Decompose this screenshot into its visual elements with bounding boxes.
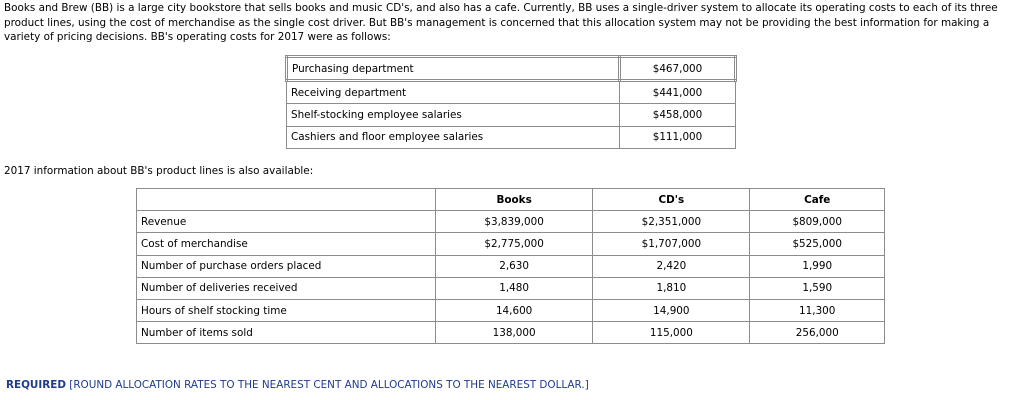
table-row (287, 126, 736, 148)
row-label: Number of items sold (137, 322, 436, 344)
books-value: 1,480 (436, 277, 593, 299)
cost-label: Shelf-stocking employee salaries (287, 104, 620, 126)
cds-value: 115,000 (593, 322, 750, 344)
table-row (137, 233, 885, 255)
cost-amount: $441,000 (620, 81, 736, 104)
cafe-value: 256,000 (750, 322, 885, 344)
operating-costs-table (285, 55, 737, 149)
table-row (137, 255, 885, 277)
row-label: Hours of shelf stocking time (137, 299, 436, 321)
product-info-intro: 2017 information about BB's product lines is also available: (4, 165, 314, 177)
cafe-value: 11,300 (750, 299, 885, 321)
column-header-books: Books (436, 189, 593, 211)
row-label: Cost of merchandise (137, 233, 436, 255)
table-row (287, 104, 736, 126)
row-label: Number of purchase orders placed (137, 255, 436, 277)
books-value: $3,839,000 (436, 211, 593, 233)
books-value: $2,775,000 (436, 233, 593, 255)
cost-label: Purchasing department (287, 57, 620, 81)
required-text: [ROUND ALLOCATION RATES TO THE NEAREST CENT AND ALLOCATIONS TO THE NEAREST DOLLAR.] (65, 379, 589, 391)
cds-value: 14,900 (593, 299, 750, 321)
row-label: Revenue (137, 211, 436, 233)
row-label: Number of deliveries received (137, 277, 436, 299)
intro-paragraph: Books and Brew (BB) is a large city bookstore that sells books and music CD's, and also has a cafe. Currently, BB uses a single-driver system to allocate its operating costs to each of its three product lines, using the cost of merchandise as the single cost driver. But BB's management is concerned that this allocation system may not be providing the best information for making a variety of pricing decisions. BB's operating costs for 2017 were as follows: (4, 2, 998, 43)
column-header-cds: CD's (593, 189, 750, 211)
table-header-row (137, 189, 885, 211)
cds-value: $1,707,000 (593, 233, 750, 255)
table-row (137, 211, 885, 233)
cafe-value: 1,590 (750, 277, 885, 299)
table-row (287, 81, 736, 104)
books-value: 14,600 (436, 299, 593, 321)
cds-value: 1,810 (593, 277, 750, 299)
table-row (287, 57, 736, 81)
cafe-value: 1,990 (750, 255, 885, 277)
table-row (137, 322, 885, 344)
cost-amount: $467,000 (620, 57, 736, 81)
column-header-cafe: Cafe (750, 189, 885, 211)
table-row (137, 299, 885, 321)
cost-amount: $458,000 (620, 104, 736, 126)
cafe-value: $525,000 (750, 233, 885, 255)
cost-label: Receiving department (287, 81, 620, 104)
table-row (137, 277, 885, 299)
header-empty-cell (137, 189, 436, 211)
required-instruction (6, 379, 589, 391)
books-value: 2,630 (436, 255, 593, 277)
cafe-value: $809,000 (750, 211, 885, 233)
required-label: REQUIRED (6, 379, 66, 391)
cost-label: Cashiers and floor employee salaries (287, 126, 620, 148)
product-lines-table (136, 188, 885, 344)
cds-value: 2,420 (593, 255, 750, 277)
cost-amount: $111,000 (620, 126, 736, 148)
cds-value: $2,351,000 (593, 211, 750, 233)
books-value: 138,000 (436, 322, 593, 344)
